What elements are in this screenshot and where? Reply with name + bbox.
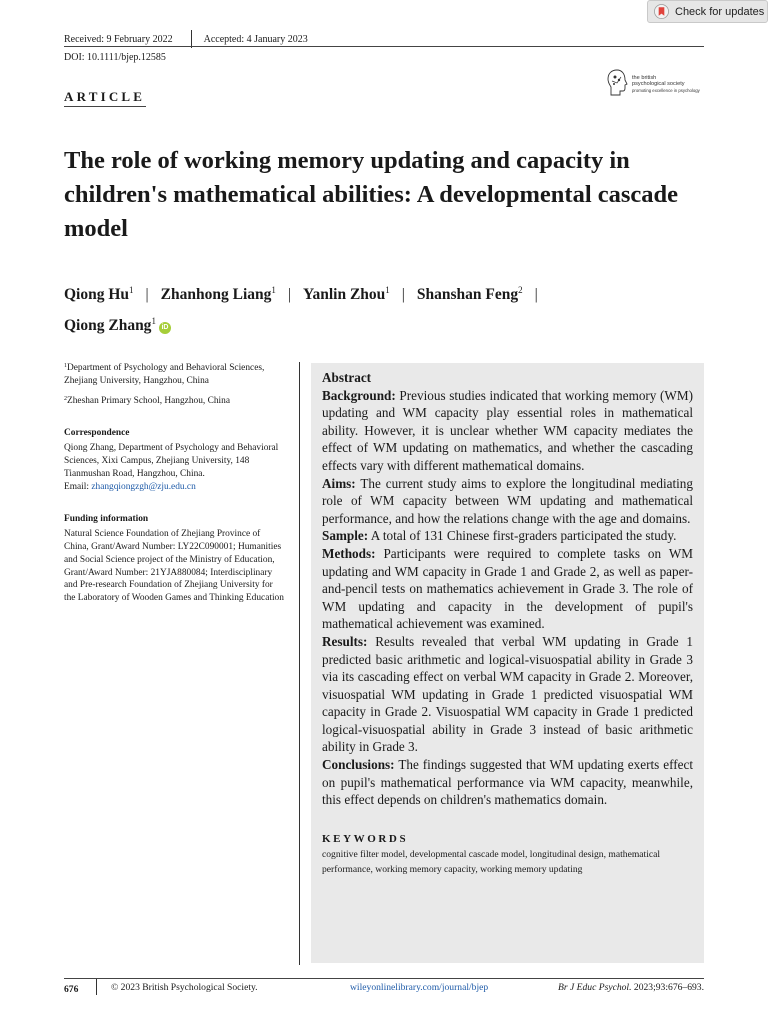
journal-citation	[558, 982, 704, 993]
section-label: Sample:	[322, 528, 369, 544]
author-name: Shanshan Feng	[416, 286, 519, 303]
article-sidebar	[64, 360, 286, 605]
funding-heading: Funding information	[64, 514, 149, 525]
header-rule	[64, 46, 704, 47]
author-affiliation: 1	[271, 285, 276, 295]
citation-details: 2023;93:676–693.	[633, 982, 704, 993]
section-text: Results revealed that verbal WM updating in Grade 1 predicted basic arithmetic and logical-visuospatial ability in Grade 3 via its cascading effect on verbal WM capacity in Grade 2. Moreover, visuospatial WM updating in Grade 1 predicted visuospatial WM capacity in Grade 2. Visuospatial WM capacity in Grade 1 predicted logical-visuospatial ability in Grade 3 instead of basic arithmetic ability in Grade 3.	[322, 633, 694, 755]
article-type-rule	[64, 106, 146, 107]
correspondence-text: Qiong Zhang, Department of Psychology and Behavioral Sciences, Xixi Campus, Zhejiang University, 148 Tianmushan Road, Hangzhou, China.	[64, 443, 279, 479]
journal-link[interactable]: wileyonlinelibrary.com/journal/bjep	[350, 982, 489, 993]
author-separator: |	[287, 286, 291, 303]
page-number: 676	[64, 984, 79, 995]
abstract-results	[322, 633, 693, 756]
keywords-list: cognitive filter model, developmental cascade model, longitudinal design, mathematical performance, working memory capacity, working memory updating	[322, 848, 661, 875]
abstract-conclusions	[322, 756, 693, 809]
abstract-box	[311, 363, 704, 963]
author-separator: |	[145, 286, 149, 303]
section-text: A total of 131 Chinese first-graders participated the study.	[370, 528, 677, 544]
orcid-icon[interactable]: iD	[159, 322, 171, 334]
abstract-methods	[322, 545, 693, 633]
author-name: Yanlin Zhou	[302, 286, 386, 303]
publisher-logo	[605, 68, 705, 100]
abstract-sample	[322, 527, 693, 545]
accepted-date: Accepted: 4 January 2023	[203, 33, 308, 45]
author-name: Qiong Hu	[64, 286, 130, 303]
received-date: Received: 9 February 2022	[64, 33, 173, 45]
author-affiliation: 1	[151, 316, 156, 326]
affiliation-number: 2	[64, 395, 67, 402]
check-for-updates-label: Check for updates	[675, 5, 765, 18]
bps-mark-icon	[605, 68, 629, 98]
author-list	[64, 277, 714, 339]
publisher-line-3: promoting excellence in psychology	[632, 87, 700, 93]
page-footer	[64, 982, 704, 998]
update-bookmark-icon	[654, 4, 669, 19]
keywords-heading: KEYWORDS	[322, 832, 409, 845]
author-separator: |	[401, 286, 405, 303]
author-name: Zhanhong Liang	[160, 286, 272, 303]
section-label: Background:	[322, 387, 396, 403]
correspondence-heading: Correspondence	[64, 428, 130, 439]
footer-divider	[96, 979, 97, 995]
affiliation-text: Department of Psychology and Behavioral Sciences, Zhejiang University, Hangzhou, China	[64, 363, 265, 386]
section-text: The current study aims to explore the longitudinal mediating role of WM capacity between WM updating and mathematical performance, and how the relations change with the age and domains.	[322, 475, 693, 526]
paper-title: The role of working memory updating and capacity in children's mathematical abilities: A developmental cascade model	[64, 147, 679, 242]
section-label: Methods:	[322, 545, 376, 561]
affiliation	[64, 393, 286, 408]
publisher-line-1: the british	[632, 75, 657, 81]
section-label: Results:	[322, 633, 368, 649]
author-separator: |	[534, 286, 538, 303]
affiliation	[64, 360, 286, 388]
abstract-heading: Abstract	[322, 370, 372, 385]
footer-rule	[64, 978, 704, 979]
abstract-background	[322, 387, 693, 475]
funding-text: Natural Science Foundation of Zhejiang Province of China, Grant/Award Number: LY22C090001; Humanities and Social Science project of the Ministry of Education, Grant/Award Number: 21YJA880084; Interdisciplinary and Pre-research Foundation of Zhejiang University for the Laboratory of Wooden Games and Thinking Education	[64, 529, 284, 604]
check-for-updates-button[interactable]	[647, 0, 768, 23]
section-label: Aims:	[322, 475, 356, 491]
article-type: ARTICLE	[64, 89, 146, 104]
author-affiliation: 1	[129, 285, 134, 295]
affiliation-text: Zheshan Primary School, Hangzhou, China	[67, 395, 230, 406]
email-line	[64, 481, 286, 494]
section-label: Conclusions:	[322, 757, 395, 773]
author-name: Qiong Zhang	[64, 317, 152, 334]
publisher-line-2: psychological society	[632, 81, 685, 88]
author-affiliation: 2	[518, 285, 523, 295]
email-link[interactable]: zhangqiongzgh@zju.edu.cn	[91, 481, 196, 492]
email-label: Email:	[64, 481, 89, 492]
author-affiliation: 1	[385, 285, 390, 295]
publisher-name	[632, 75, 700, 94]
doi: DOI: 10.1111/bjep.12585	[64, 52, 166, 63]
column-divider	[299, 362, 300, 965]
abstract-aims	[322, 475, 693, 528]
section-text: Participants were required to complete tasks on WM updating and WM capacity in Grade 1 and Grade 2, as well as paper-and-pencil tests on mathematics achievement in Grade 3. The role of WM updating and capacity in the development of pupil's mathematical achievement was examined.	[322, 545, 693, 632]
section-text: The findings suggested that WM updating exerts effect on pupil's mathematical performance via WM capacity, meanwhile, this effect depends on children's mathematics domain.	[322, 757, 694, 808]
journal-name: Br J Educ Psychol.	[557, 982, 632, 993]
section-text: Previous studies indicated that working memory (WM) updating and WM capacity play essential roles in mathematical ability. However, it is unclear whether WM capacity mediates the effect of WM updating on mathematics, and whether the cascading effects vary with different mathematical domains.	[322, 387, 693, 473]
copyright: © 2023 British Psychological Society.	[111, 982, 258, 993]
affiliation-number: 1	[64, 363, 67, 369]
